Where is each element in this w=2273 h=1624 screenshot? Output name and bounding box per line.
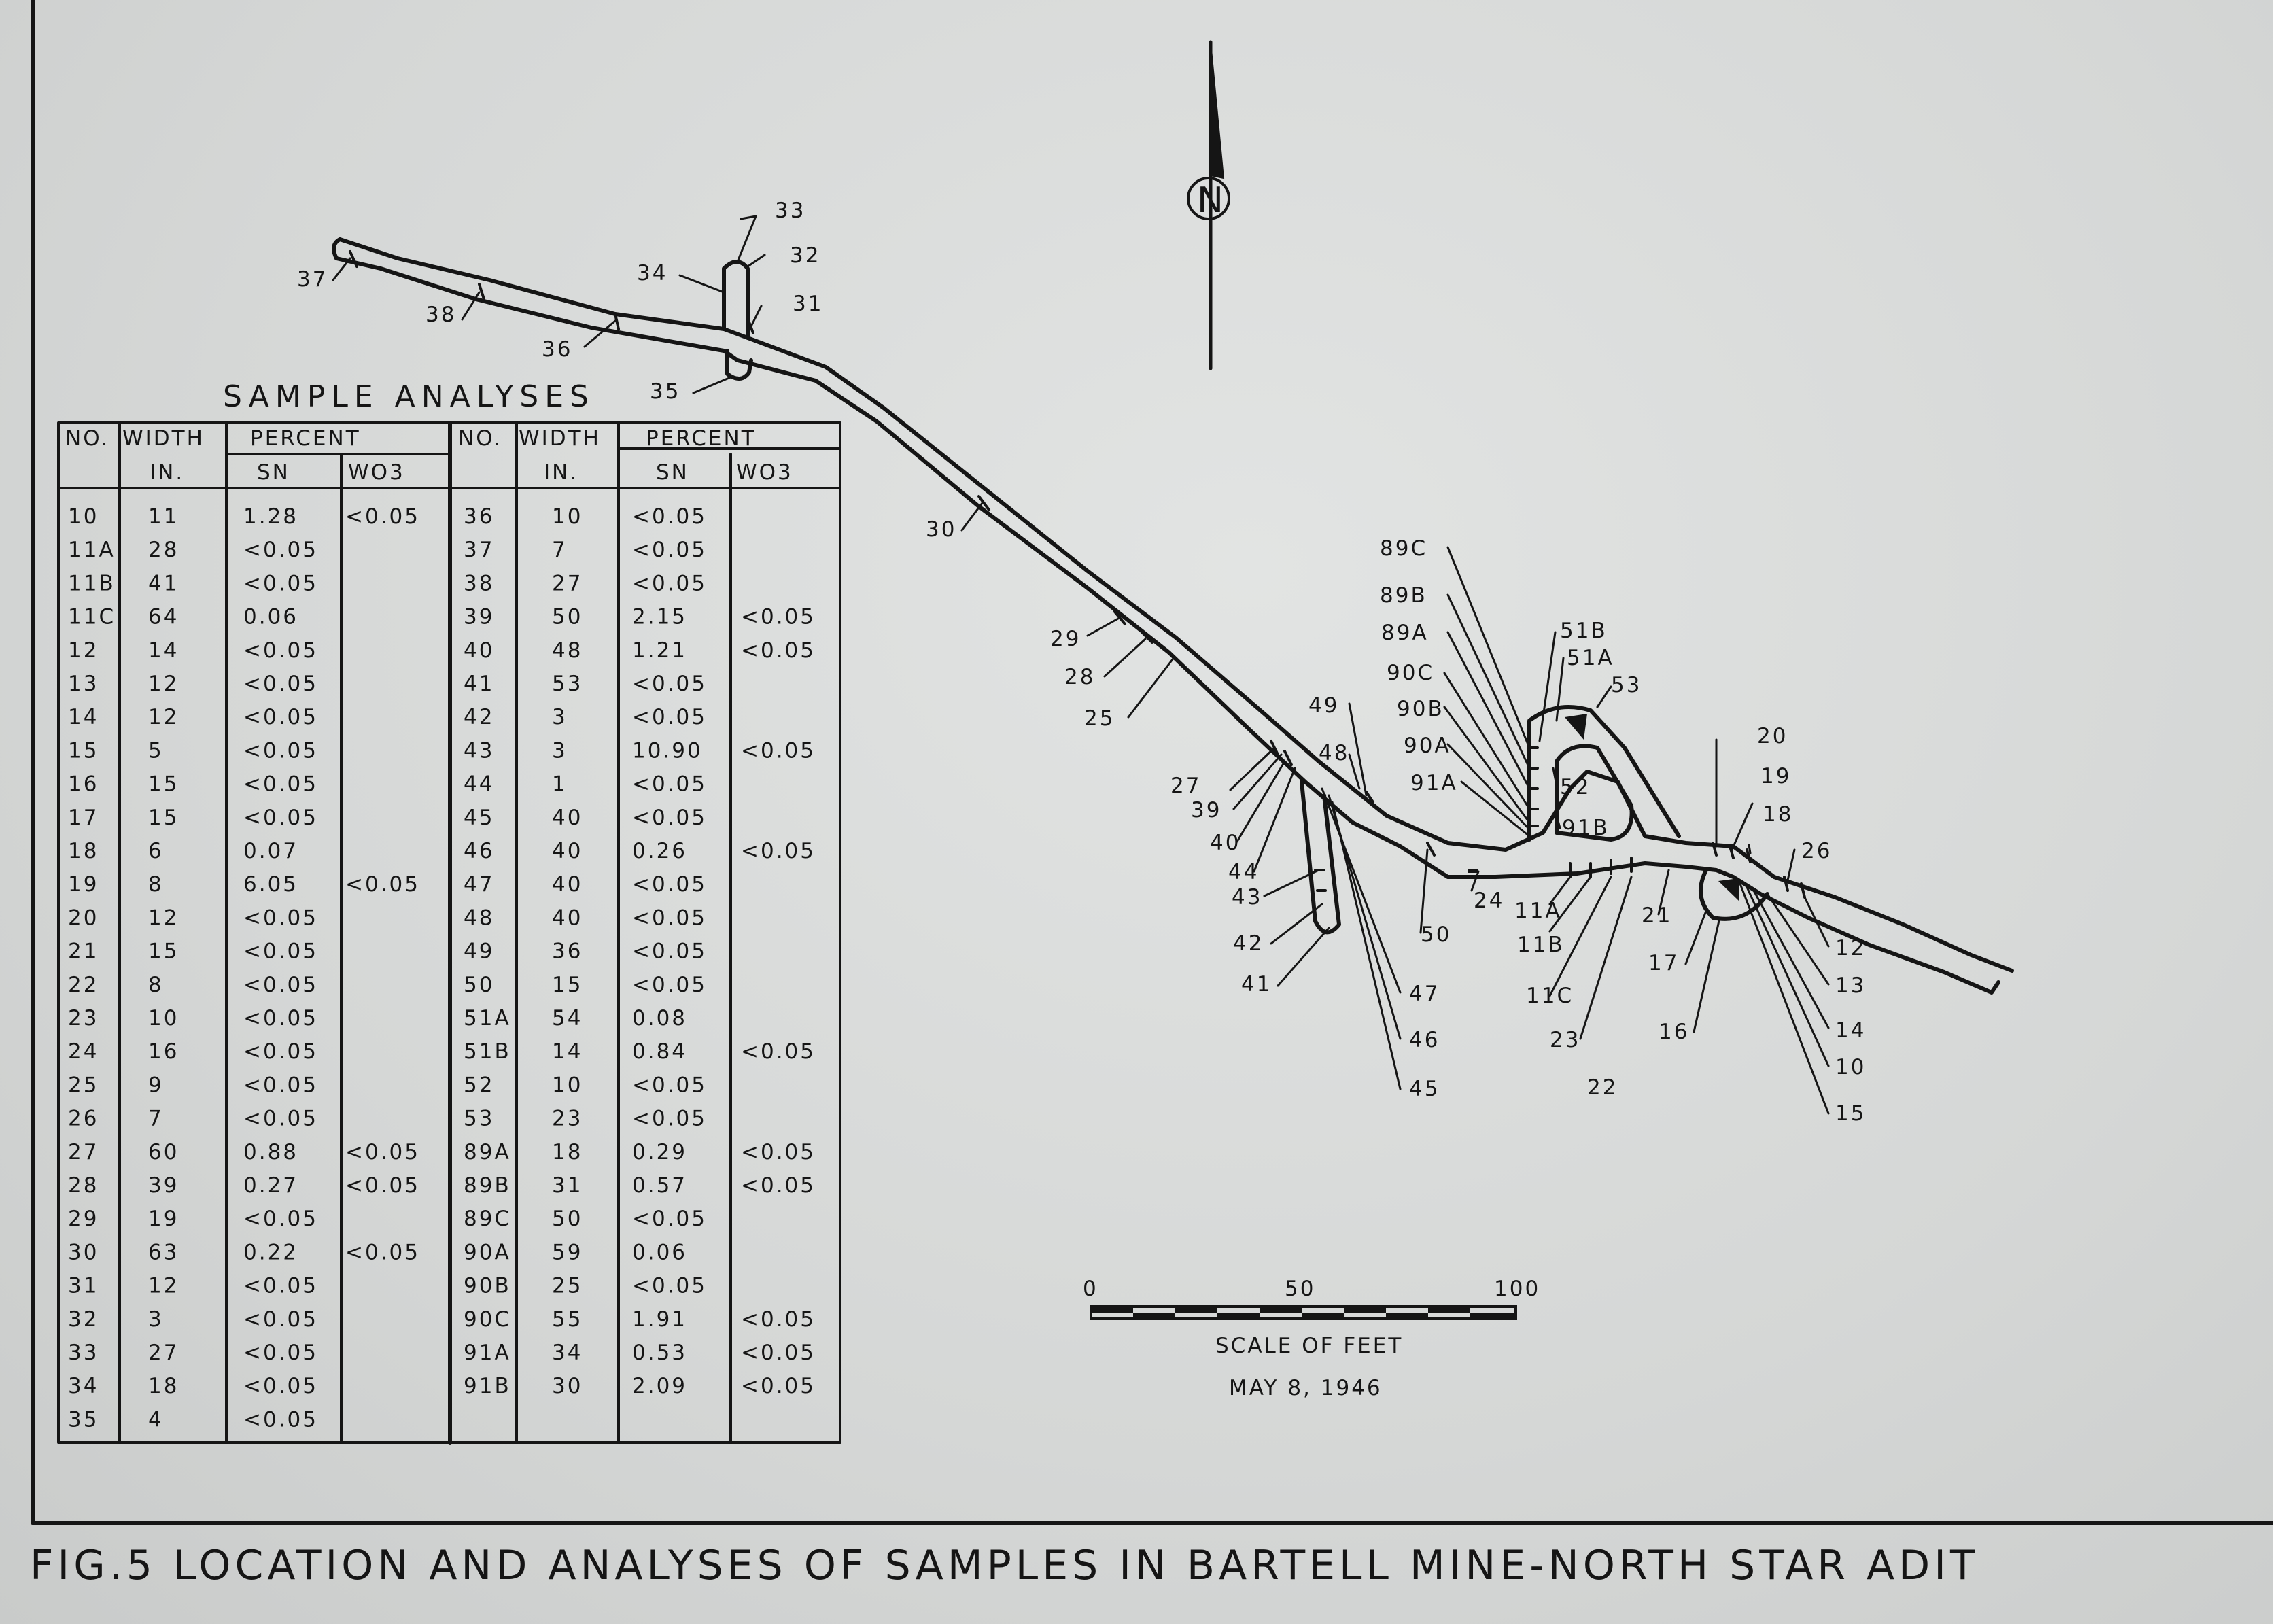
table-cell-left-sn: <0.05 [243,972,318,997]
table-cell-right-sn: 2.09 [632,1374,688,1399]
table-cell-left-no: 20 [68,905,99,931]
table-cell-left-width: 3 [148,1307,164,1332]
map-labels [297,198,1866,1126]
table-cell-right-no: 44 [464,772,495,797]
table-cell-right-no: 90C [464,1307,512,1332]
table-cell-left-sn: <0.05 [243,1374,318,1399]
table-cell-left-no: 30 [68,1240,99,1265]
table-cell-left-no: 16 [68,772,99,797]
table-cell-left-sn: <0.05 [243,538,318,563]
table-cell-left-no: 25 [68,1073,99,1098]
sheet-border [33,0,2273,1523]
table-cell-right-sn: <0.05 [632,571,707,596]
sample-label: 25 [1084,706,1115,731]
table-cell-right-sn: 2.15 [632,604,688,629]
table-cell-right-sn: <0.05 [632,1106,707,1131]
sample-label: 89B [1380,583,1427,608]
table-cell-left-no: 19 [68,872,99,897]
table-cell-left-width: 15 [148,805,179,830]
table-cell-left-width: 16 [148,1039,179,1065]
table-cell-right-no: 43 [464,738,495,763]
table-cell-right-sn: 1.21 [632,638,688,663]
table-cell-left-sn: 0.07 [243,839,299,863]
table-cell-right-sn: <0.05 [632,805,707,830]
scale-tick-0: 0 [1083,1277,1098,1301]
table-cell-right-wo3: <0.05 [741,604,816,629]
table-cell-right-wo3: <0.05 [741,1341,816,1365]
sample-label: 89A [1381,621,1429,645]
sample-label: 42 [1233,931,1264,956]
table-cell-left-no: 29 [68,1207,99,1232]
table-cell-left-no: 12 [68,638,99,663]
table-cell-right-no: 51B [464,1039,511,1065]
sample-label: 45 [1409,1077,1440,1101]
table-cell-left-width: 64 [148,604,179,629]
sample-label: 41 [1241,972,1272,997]
table-cell-right-no: 46 [464,839,495,863]
sample-label: 32 [790,243,821,268]
sample-label: 22 [1587,1075,1618,1100]
table-cell-right-width: 55 [552,1307,583,1332]
table-cell-left-sn: <0.05 [243,1073,318,1098]
sample-label: 34 [637,261,668,286]
table-cell-right-width: 3 [552,738,568,763]
table-cell-right-sn: <0.05 [632,504,707,529]
table-cell-right-width: 40 [552,905,583,931]
table-cell-right-width: 53 [552,672,583,696]
table-cell-right-sn: 0.84 [632,1039,688,1065]
table-cell-left-no: 35 [68,1407,99,1432]
table-cell-left-width: 11 [148,504,179,529]
header-no-left: NO. [65,426,110,451]
table-cell-left-width: 41 [148,571,179,596]
table-cell-left-sn: 0.22 [243,1240,299,1265]
table-cell-left-width: 10 [148,1006,179,1031]
table-cell-left-no: 24 [68,1039,99,1065]
sample-label: 33 [775,198,806,223]
table-cell-right-no: 89C [464,1207,512,1232]
sample-label: 26 [1801,839,1833,863]
sample-label: 38 [426,303,457,327]
table-cell-left-width: 60 [148,1139,179,1164]
table-cell-right-sn: 0.57 [632,1173,688,1198]
table-cell-right-no: 49 [464,939,495,964]
table-cell-left-wo3: <0.05 [345,1240,420,1265]
sample-label: 43 [1232,885,1263,910]
table-cell-right-sn: 10.90 [632,738,703,763]
sample-label: 36 [542,337,573,362]
table-cell-left-sn: <0.05 [243,705,318,730]
sample-label: 28 [1064,665,1096,689]
sample-label: 53 [1611,673,1642,697]
sample-label: 30 [926,517,957,542]
sample-label: 20 [1757,724,1788,748]
table-cell-left-sn: 1.28 [243,504,299,529]
sample-label: 23 [1550,1028,1581,1052]
table-cell-left-width: 19 [148,1207,179,1232]
table-cell-left-width: 8 [148,872,164,897]
table-cell-left-no: 34 [68,1374,99,1399]
table-cell-right-no: 91A [464,1341,511,1365]
table-cell-right-sn: 0.26 [632,839,688,863]
table-cell-right-no: 37 [464,538,495,563]
table-cell-right-sn: 1.91 [632,1307,688,1332]
sample-label: 91A [1410,771,1458,795]
table-cell-left-sn: <0.05 [243,1341,318,1365]
table-cell-right-width: 40 [552,805,583,830]
table-cell-left-width: 9 [148,1073,164,1098]
table-cell-left-no: 10 [68,504,99,529]
table-cell-right-no: 90B [464,1273,511,1298]
table-cell-left-sn: <0.05 [243,805,318,830]
sample-analyses-table [58,379,840,1442]
table-cell-left-wo3: <0.05 [345,872,420,897]
table-cell-right-no: 42 [464,705,495,730]
table-cell-right-width: 50 [552,604,583,629]
table-cell-left-wo3: <0.05 [345,1139,420,1164]
table-cell-right-wo3: <0.05 [741,638,816,663]
table-cell-left-no: 31 [68,1273,99,1298]
table-cell-right-width: 27 [552,571,583,596]
table-cell-right-no: 53 [464,1106,495,1131]
sample-label: 11C [1526,984,1574,1008]
table-cell-right-width: 3 [552,705,568,730]
table-cell-right-sn: <0.05 [632,772,707,797]
table-cell-left-no: 28 [68,1173,99,1198]
table-cell-left-sn: <0.05 [243,1273,318,1298]
sample-label: 37 [297,267,328,292]
table-cell-left-width: 15 [148,772,179,797]
sample-label: 18 [1763,802,1794,827]
table-cell-right-sn: <0.05 [632,1207,707,1232]
header-sn-right: SN [656,460,689,485]
sample-label: 89C [1380,536,1428,561]
sample-label: 15 [1835,1101,1867,1126]
table-cell-left-sn: 6.05 [243,872,299,897]
table-cell-right-wo3: <0.05 [741,1374,816,1399]
table-cell-right-no: 45 [464,805,495,830]
table-cell-left-sn: <0.05 [243,905,318,931]
table-cell-right-no: 89B [464,1173,511,1198]
table-cell-right-sn: <0.05 [632,1273,707,1298]
table-cell-left-no: 11C [68,604,116,629]
sample-label: 35 [650,379,681,404]
table-cell-left-sn: <0.05 [243,772,318,797]
table-cell-right-no: 91B [464,1374,511,1399]
table-cell-right-wo3: <0.05 [741,1307,816,1332]
table-cell-right-sn: <0.05 [632,972,707,997]
scale-tick-100: 100 [1494,1277,1541,1301]
scale-label: SCALE OF FEET [1215,1334,1404,1358]
table-cell-left-sn: 0.27 [243,1173,299,1198]
table-cell-left-no: 17 [68,805,99,830]
header-width-unit-right: IN. [544,460,579,485]
sample-label: 90A [1404,733,1451,758]
sample-label: 21 [1642,903,1673,928]
table-cell-left-sn: <0.05 [243,1207,318,1232]
table-cell-right-no: 47 [464,872,495,897]
table-cell-right-width: 30 [552,1374,583,1399]
table-cell-right-sn: <0.05 [632,1073,707,1098]
scale-bar [1083,1277,1540,1400]
sample-label: 10 [1835,1055,1867,1079]
table-cell-right-width: 31 [552,1173,583,1198]
table-cell-left-no: 18 [68,839,99,863]
table-cell-right-width: 23 [552,1106,583,1131]
table-cell-left-width: 15 [148,939,179,964]
table-cell-left-sn: <0.05 [243,1006,318,1031]
table-cell-left-no: 33 [68,1341,99,1365]
table-cell-right-sn: <0.05 [632,872,707,897]
table-cell-right-width: 36 [552,939,583,964]
table-cell-right-wo3: <0.05 [741,738,816,763]
table-cell-left-sn: <0.05 [243,1307,318,1332]
table-cell-left-width: 39 [148,1173,179,1198]
map-date: MAY 8, 1946 [1229,1376,1383,1400]
table-cell-left-width: 14 [148,638,179,663]
table-cell-right-no: 89A [464,1139,511,1164]
table-cell-left-sn: <0.05 [243,939,318,964]
sample-label: 47 [1409,982,1440,1006]
table-cell-left-no: 32 [68,1307,99,1332]
sample-label: 16 [1659,1020,1690,1044]
table-cell-right-width: 59 [552,1240,583,1265]
scale-tick-50: 50 [1285,1277,1316,1301]
table-cell-right-no: 38 [464,571,495,596]
table-cell-left-sn: <0.05 [243,1407,318,1432]
sample-label: 49 [1308,693,1340,718]
table-cell-right-width: 40 [552,839,583,863]
sample-label: 24 [1474,888,1505,913]
header-wo3-left: WO3 [348,460,405,485]
table-cell-left-sn: 0.06 [243,604,299,629]
table-cell-right-width: 10 [552,1073,583,1098]
table-cell-right-width: 25 [552,1273,583,1298]
table-cell-left-sn: <0.05 [243,672,318,696]
header-width-unit-left: IN. [150,460,185,485]
table-cell-right-no: 52 [464,1073,495,1098]
header-wo3-right: WO3 [736,460,793,485]
table-cell-left-no: 15 [68,738,99,763]
table-cell-right-no: 40 [464,638,495,663]
table-cell-left-width: 18 [148,1374,179,1399]
table-cell-left-no: 13 [68,672,99,696]
table-cell-right-wo3: <0.05 [741,839,816,863]
sample-label: 51B [1560,619,1608,643]
sample-label: 11B [1517,933,1565,957]
table-rows [68,504,816,1432]
table-cell-left-width: 6 [148,839,164,863]
table-cell-left-sn: <0.05 [243,571,318,596]
table-cell-left-sn: <0.05 [243,1106,318,1131]
table-cell-left-no: 11A [68,538,116,563]
table-cell-right-width: 15 [552,972,583,997]
table-cell-left-width: 5 [148,738,164,763]
table-cell-left-width: 12 [148,905,179,931]
table-cell-left-sn: <0.05 [243,638,318,663]
table-cell-right-width: 50 [552,1207,583,1232]
table-cell-left-width: 7 [148,1106,164,1131]
sample-label: 29 [1050,627,1081,651]
table-cell-right-width: 14 [552,1039,583,1065]
sample-label: 91B [1562,816,1610,840]
table-cell-right-wo3: <0.05 [741,1039,816,1065]
table-cell-left-width: 63 [148,1240,179,1265]
adit-tunnel [334,239,2012,992]
table-cell-right-sn: 0.06 [632,1240,688,1265]
table-cell-right-sn: 0.29 [632,1139,688,1164]
sample-label: 90C [1387,661,1435,685]
sample-label: 12 [1835,936,1867,961]
sample-label: 50 [1421,922,1452,947]
table-cell-right-wo3: <0.05 [741,1173,816,1198]
table-cell-right-width: 48 [552,638,583,663]
table-cell-right-width: 40 [552,872,583,897]
table-cell-left-width: 12 [148,705,179,730]
header-percent-right: PERCENT [646,426,757,451]
north-arrow [1188,42,1229,368]
sample-label: 11A [1514,899,1562,923]
table-cell-left-no: 26 [68,1106,99,1131]
sample-label: 19 [1760,764,1792,789]
sample-label: 46 [1409,1028,1440,1052]
table-cell-left-wo3: <0.05 [345,1173,420,1198]
table-cell-left-no: 14 [68,705,99,730]
table-cell-right-width: 54 [552,1006,583,1031]
sample-label: 17 [1648,951,1680,975]
north-label: N [1197,180,1224,221]
table-cell-left-width: 4 [148,1407,164,1432]
sample-label: 44 [1228,860,1260,884]
table-cell-right-no: 39 [464,604,495,629]
table-cell-right-no: 36 [464,504,495,529]
table-cell-right-sn: 0.08 [632,1006,688,1031]
table-cell-left-no: 21 [68,939,99,964]
table-cell-left-no: 27 [68,1139,99,1164]
table-cell-left-no: 23 [68,1006,99,1031]
table-cell-right-width: 34 [552,1341,583,1365]
table-cell-left-wo3: <0.05 [345,504,420,529]
figure-caption: FIG.5 LOCATION AND ANALYSES OF SAMPLES IN BARTELL MINE-NORTH STAR ADIT [30,1542,1979,1589]
table-cell-left-width: 12 [148,672,179,696]
table-cell-right-sn: <0.05 [632,672,707,696]
table-cell-right-width: 7 [552,538,568,563]
table-cell-left-width: 8 [148,972,164,997]
header-width-left: WIDTH [122,426,205,451]
header-no-right: NO. [458,426,503,451]
table-cell-right-sn: <0.05 [632,939,707,964]
table-cell-right-wo3: <0.05 [741,1139,816,1164]
table-cell-left-no: 11B [68,571,116,596]
header-sn-left: SN [257,460,290,485]
table-cell-left-sn: <0.05 [243,738,318,763]
table-cell-right-sn: 0.53 [632,1341,688,1365]
table-cell-right-width: 18 [552,1139,583,1164]
table-cell-right-sn: <0.05 [632,705,707,730]
sample-label: 13 [1835,973,1867,998]
table-cell-right-no: 90A [464,1240,511,1265]
sample-label: 14 [1835,1018,1867,1043]
header-percent-left: PERCENT [250,426,361,451]
table-cell-left-width: 27 [148,1341,179,1365]
sample-label: 39 [1191,798,1222,823]
sample-label: 27 [1170,774,1202,798]
table-cell-right-no: 50 [464,972,495,997]
sample-label: 48 [1319,741,1350,765]
table-cell-right-sn: <0.05 [632,538,707,563]
table-cell-right-width: 10 [552,504,583,529]
sample-label: 52 [1560,775,1591,799]
table-cell-left-sn: 0.88 [243,1139,299,1164]
sample-label: 51A [1567,646,1614,670]
table-cell-left-no: 22 [68,972,99,997]
table-cell-right-no: 48 [464,905,495,931]
table-cell-left-width: 28 [148,538,179,563]
table-cell-right-no: 51A [464,1006,511,1031]
table-cell-left-width: 12 [148,1273,179,1298]
sample-label: 31 [793,292,824,316]
table-cell-right-width: 1 [552,772,568,797]
sample-label: 90B [1397,697,1444,721]
table-cell-right-sn: <0.05 [632,905,707,931]
header-width-right: WIDTH [519,426,601,451]
table-cell-left-sn: <0.05 [243,1039,318,1065]
table-cell-right-no: 41 [464,672,495,696]
table-title: SAMPLE ANALYSES [223,379,595,414]
sample-label: 40 [1210,831,1241,855]
